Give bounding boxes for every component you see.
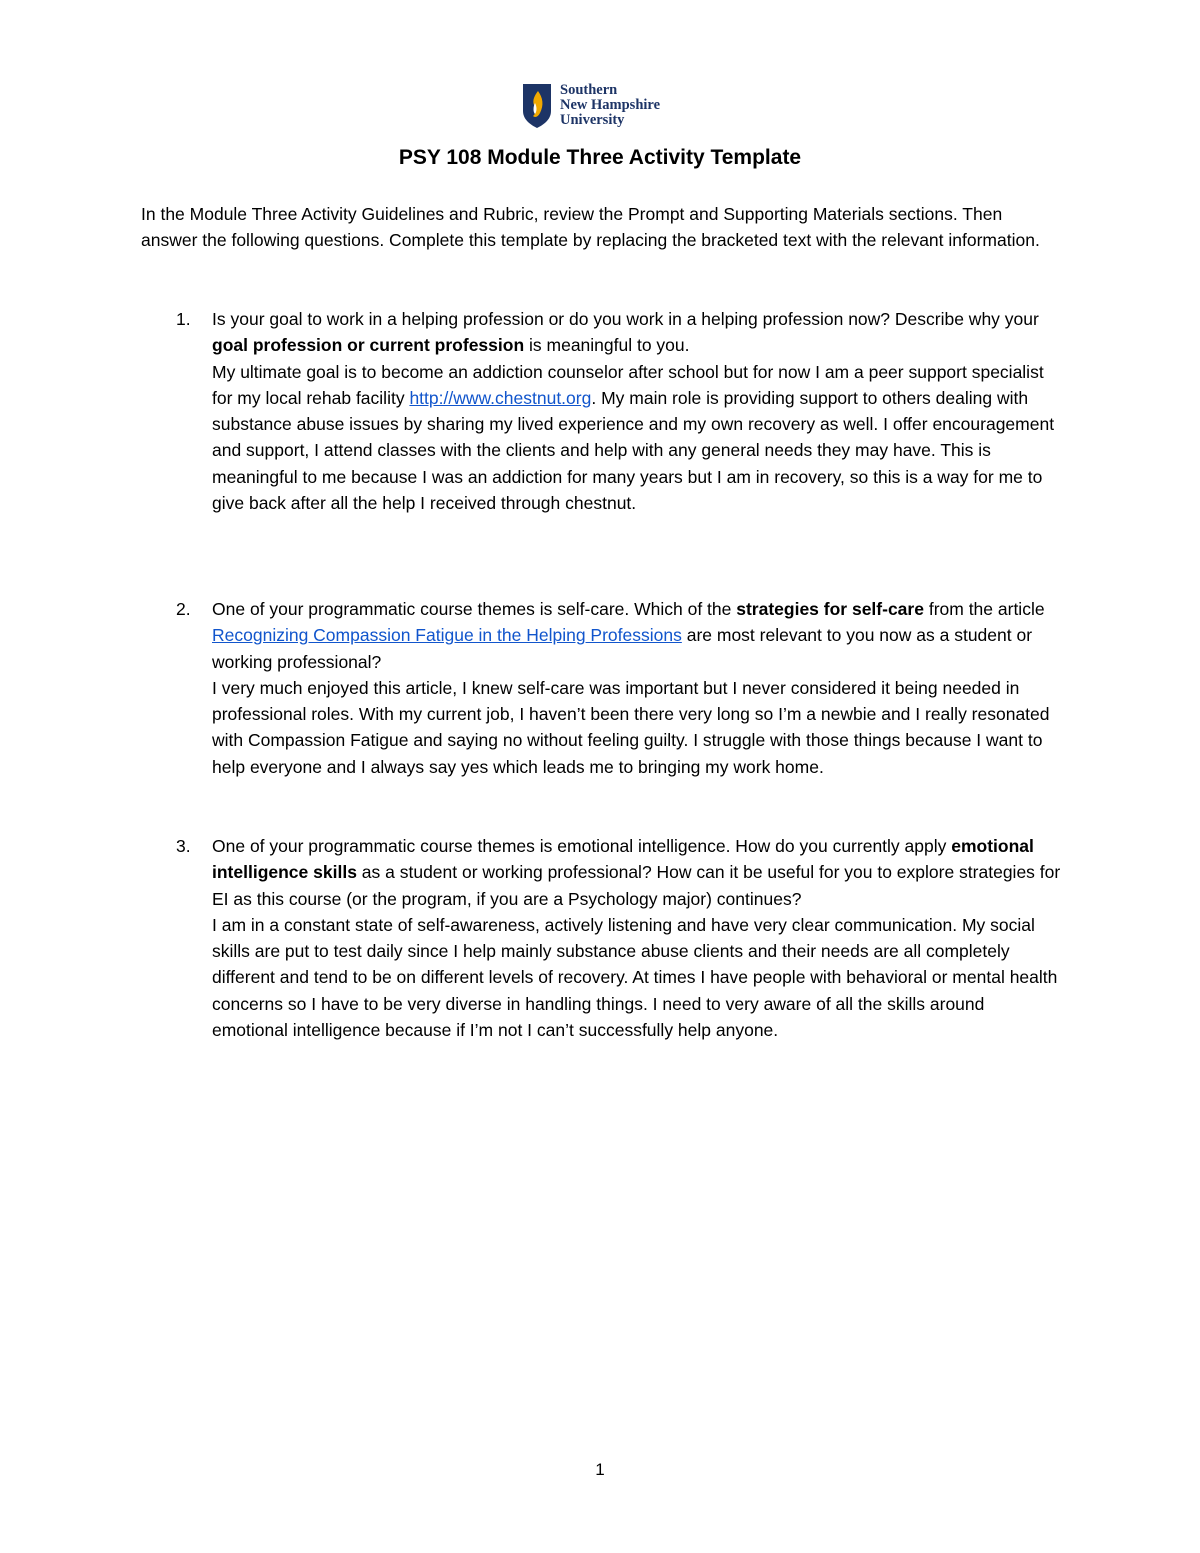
prompt-bold: emotional intelligence skills: [212, 836, 1034, 883]
chestnut-link[interactable]: http://www.chestnut.org: [409, 387, 592, 408]
answer-segment: My ultimate goal is to become an addiction counselor after school but for now I am a peer support specialist for my local rehab facility: [212, 361, 1044, 408]
question-prompt: [212, 306, 1061, 359]
prompt-text: One of your programmatic course themes is emotional intelligence. How do you currently apply: [212, 836, 952, 856]
answer-text: I am in a constant state of self-awareness, actively listening and have very clear communication. My social skills are put to test daily since I help mainly substance abuse clients and their needs are all completely different and tend to be on different levels of recovery. At times I have people with behavioral or mental health concerns so I have to be very diverse in handling things. I need to very aware of all the skills around emotional intelligence because if I’m not I can’t successfully help anyone.: [212, 914, 1058, 1041]
page-number: 1: [595, 1460, 605, 1479]
prompt-bold: goal profession or current profession: [212, 335, 525, 356]
logo-line-1: Southern: [560, 82, 618, 98]
question-prompt: [212, 833, 1061, 912]
question-prompt: [212, 596, 1061, 675]
question-number: 3.: [176, 836, 191, 856]
prompt-text: Is your goal to work in a helping profession or do you work in a helping profession now? Describe why your: [212, 309, 1039, 329]
question-2: [141, 596, 1061, 780]
answer-segment: . My main role is providing support to others dealing with substance abuse issues by sharing my lived experience and my own recovery as well. I offer encouragement and support, I attend classes with the clients and help with any general needs they may have. This is meaningful to me because I was an addiction for many years but I am in recovery, so this is a way for me to give back after all the help I received through chestnut.: [212, 387, 1055, 514]
question-body: [212, 306, 1061, 516]
question-1: [141, 306, 1061, 516]
logo-wordmark: [560, 83, 660, 128]
question-3: [141, 833, 1061, 1043]
prompt-bold: strategies for self-care: [736, 599, 924, 619]
question-body: [212, 833, 1061, 1043]
logo-line-2: New Hampshire: [560, 97, 661, 113]
prompt-text: is meaningful to you.: [524, 335, 690, 356]
answer-text: [212, 359, 1061, 517]
question-number: 1.: [176, 309, 191, 329]
prompt-text: as a student or working professional? How can it be useful for you to explore strategies for EI as this course (or the program, if you are a Psychology major) continues?: [212, 862, 1061, 909]
answer-text: I very much enjoyed this article, I knew self-care was important but I never considered it being needed in professional roles. With my current job, I haven’t been there very long so I’m a newbie and I really resonated with Compassion Fatigue and saying no without feeling guilty. I struggle with those things because I want to help everyone and I always say yes which leads me to bringing my work home.: [212, 677, 1050, 777]
prompt-text: are most relevant to you now as a student or working professional?: [212, 625, 1033, 672]
university-logo: [522, 83, 660, 129]
intro-paragraph: In the Module Three Activity Guidelines and Rubric, review the Prompt and Supporting Materials sections. Then answer the following questions. Complete this template by replacing the bracketed text with the relevant information.: [141, 204, 1040, 251]
logo-line-3: University: [560, 112, 625, 128]
prompt-text: from the article: [923, 599, 1045, 619]
flame-shield-icon: [522, 83, 552, 129]
prompt-text: One of your programmatic course themes is self-care. Which of the: [212, 599, 737, 619]
question-body: [212, 596, 1061, 780]
article-link[interactable]: Recognizing Compassion Fatigue in the Helping Professions: [212, 625, 682, 646]
question-number: 2.: [176, 599, 191, 619]
page-title: PSY 108 Module Three Activity Template: [398, 146, 802, 169]
